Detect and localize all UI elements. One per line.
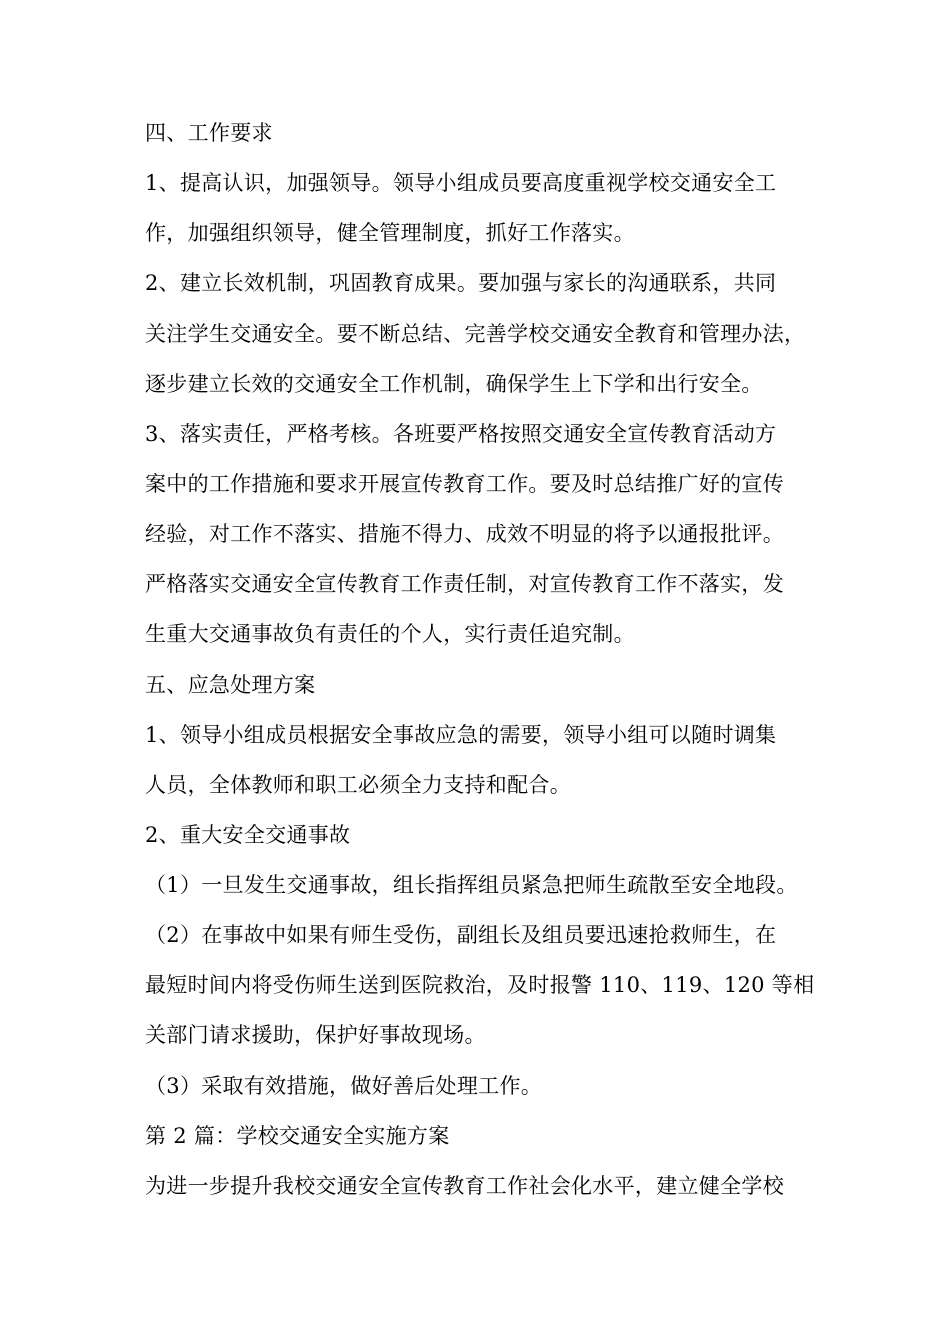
paragraph-line: 2、重大安全交通事故 bbox=[145, 823, 351, 847]
paragraph-line: 关注学生交通安全。要不断总结、完善学校交通安全教育和管理办法， bbox=[145, 322, 806, 346]
paragraph-line: （2）在事故中如果有师生受伤，副组长及组员要迅速抢救师生，在 bbox=[145, 923, 777, 947]
paragraph-line: 逐步建立长效的交通安全工作机制，确保学生上下学和出行安全。 bbox=[145, 372, 763, 396]
paragraph-line: 1、领导小组成员根据安全事故应急的需要，领导小组可以随时调集 bbox=[145, 723, 777, 747]
paragraph-line: 2、建立长效机制，巩固教育成果。要加强与家长的沟通联系，共同 bbox=[145, 271, 777, 295]
paragraph-line: 3、落实责任，严格考核。各班要严格按照交通安全宣传教育活动方 bbox=[145, 422, 777, 446]
paragraph-line: （1）一旦发生交通事故，组长指挥组员紧急把师生疏散至安全地段。 bbox=[145, 873, 798, 897]
section-heading-5: 五、应急处理方案 bbox=[145, 673, 316, 697]
paragraph-line: 人员，全体教师和职工必须全力支持和配合。 bbox=[145, 773, 571, 797]
paragraph-line: 经验，对工作不落实、措施不得力、成效不明显的将予以通报批评。 bbox=[145, 522, 784, 546]
chapter-heading: 第 2 篇：学校交通安全实施方案 bbox=[145, 1124, 450, 1148]
paragraph-line: 为进一步提升我校交通安全宣传教育工作社会化水平，建立健全学校 bbox=[145, 1174, 784, 1198]
paragraph-line: 严格落实交通安全宣传教育工作责任制，对宣传教育工作不落实，发 bbox=[145, 572, 784, 596]
paragraph-line: 生重大交通事故负有责任的个人，实行责任追究制。 bbox=[145, 622, 635, 646]
paragraph-line: 1、提高认识，加强领导。领导小组成员要高度重视学校交通安全工 bbox=[145, 171, 777, 195]
paragraph-line: （3）采取有效措施，做好善后处理工作。 bbox=[145, 1074, 543, 1098]
paragraph-line: 案中的工作措施和要求开展宣传教育工作。要及时总结推广好的宣传 bbox=[145, 472, 784, 496]
paragraph-line: 关部门请求援助，保护好事故现场。 bbox=[145, 1023, 486, 1047]
section-heading-4: 四、工作要求 bbox=[145, 121, 273, 145]
paragraph-line: 最短时间内将受伤师生送到医院救治，及时报警 110、119、120 等相 bbox=[145, 973, 815, 997]
paragraph-line: 作，加强组织领导，健全管理制度，抓好工作落实。 bbox=[145, 221, 635, 245]
